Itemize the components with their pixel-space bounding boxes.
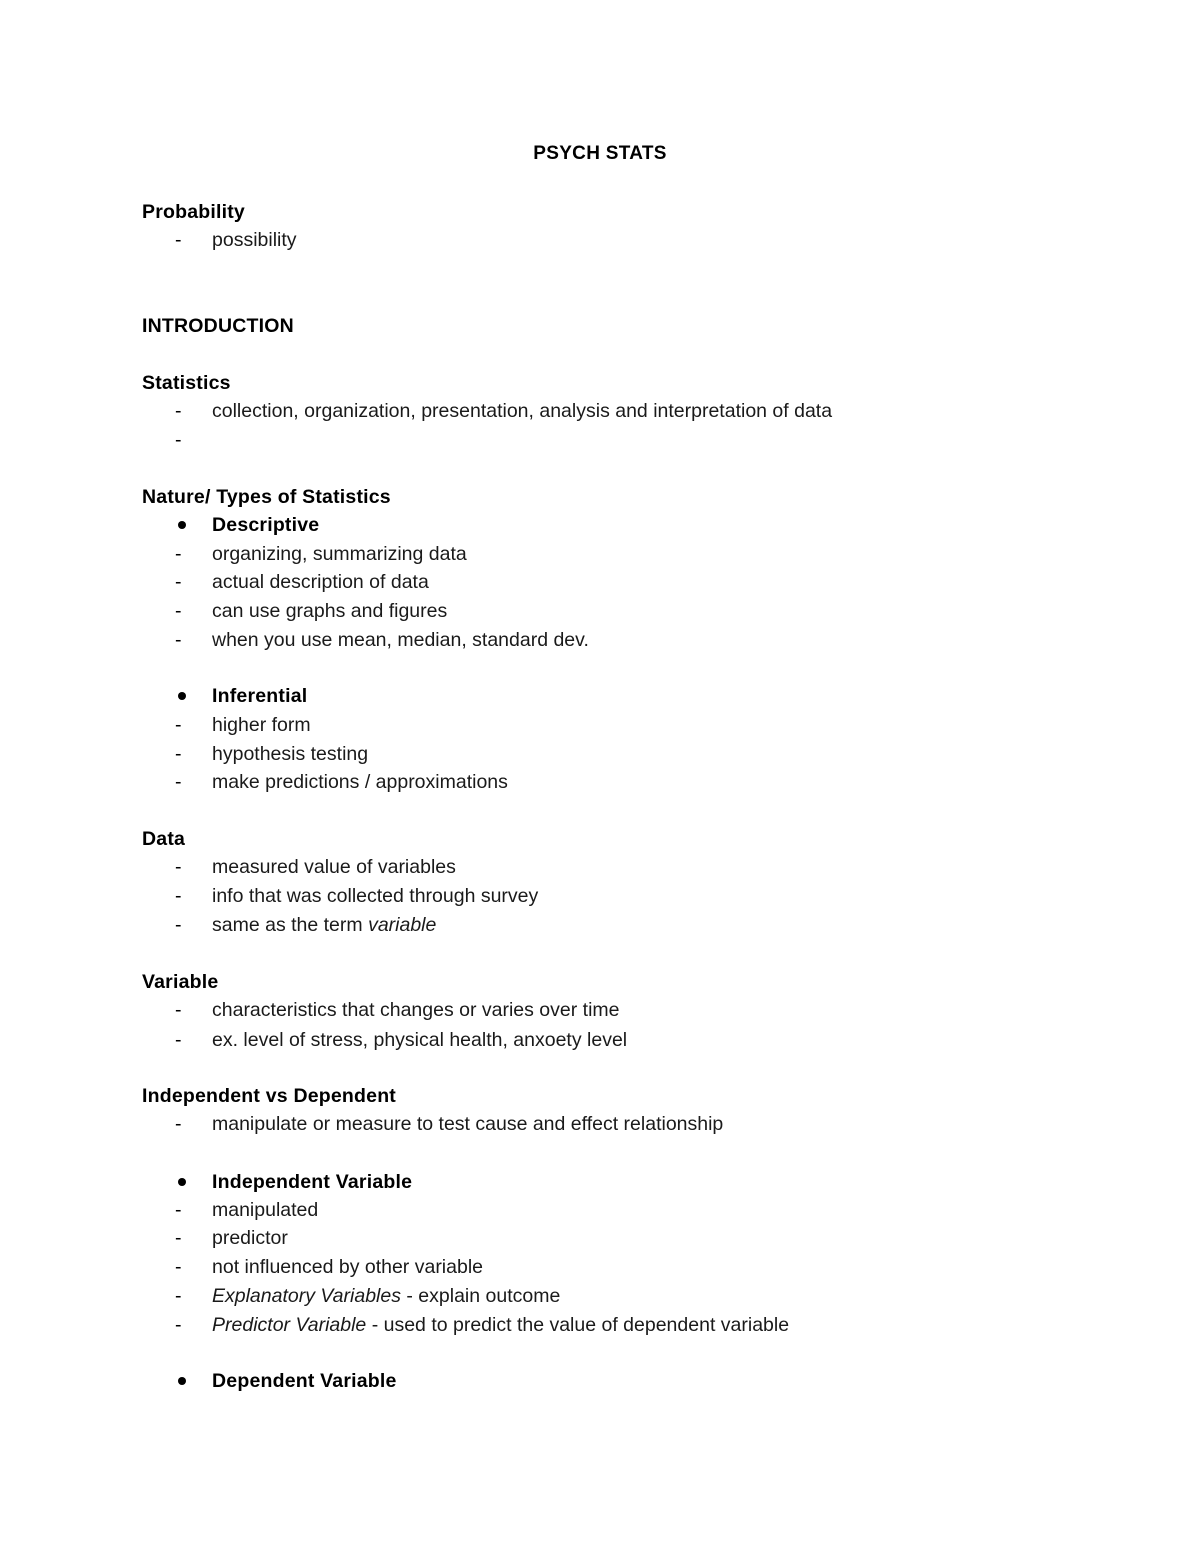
list-item [212,913,436,937]
list-item: hypothesis testing [212,743,369,765]
bullet-icon [178,692,186,700]
list-item: can use graphs and figures [212,600,448,622]
heading-statistics: Statistics [142,372,231,394]
bullet-icon [178,1377,186,1385]
list-item: organizing, summarizing data [212,543,467,565]
bullet-icon [178,521,186,529]
list-item: collection, organization, presentation, analysis and interpretation of data [212,400,833,422]
list-item: ex. level of stress, physical health, anxoety level [212,1029,628,1051]
dash-marker: - [175,714,182,736]
dash-marker: - [175,1113,182,1135]
dash-marker: - [175,1314,182,1336]
heading-independent-vs-dependent: Independent vs Dependent [142,1085,396,1107]
list-item: manipulated [212,1199,319,1221]
heading-variable: Variable [142,971,219,993]
heading-probability: Probability [142,201,245,223]
list-item: not influenced by other variable [212,1256,484,1278]
dash-marker: - [175,914,182,936]
dash-marker: - [175,856,182,878]
italic-term: variable [368,914,437,936]
list-item: when you use mean, median, standard dev. [212,629,589,651]
list-item: higher form [212,714,311,736]
dash-marker: - [175,1285,182,1307]
list-item: manipulate or measure to test cause and effect relationship [212,1113,724,1135]
list-item: make predictions / approximations [212,771,508,793]
subheading-dependent-variable: Dependent Variable [212,1370,397,1392]
list-item: info that was collected through survey [212,885,539,907]
dash-marker: - [175,571,182,593]
dash-marker: - [175,543,182,565]
italic-term: Explanatory Variables [212,1285,401,1307]
list-item: predictor [212,1227,288,1249]
dash-marker: - [175,999,182,1021]
page-title: PSYCH STATS [533,143,667,164]
dash-marker: - [175,429,182,451]
dash-marker: - [175,1029,182,1051]
list-item [212,1284,560,1308]
list-item: measured value of variables [212,856,456,878]
item-text: - explain outcome [400,1285,561,1307]
dash-marker: - [175,400,182,422]
item-text: same as the term [212,914,369,936]
list-item: possibility [212,229,297,251]
dash-marker: - [175,1256,182,1278]
list-item: actual description of data [212,571,429,593]
subheading-inferential: Inferential [212,685,308,707]
heading-data: Data [142,828,186,850]
list-item [212,1313,789,1337]
dash-marker: - [175,885,182,907]
italic-term: Predictor Variable [212,1314,367,1336]
heading-introduction: INTRODUCTION [142,315,294,337]
heading-nature-types: Nature/ Types of Statistics [142,486,391,508]
dash-marker: - [175,600,182,622]
bullet-icon [178,1178,186,1186]
dash-marker: - [175,629,182,651]
dash-marker: - [175,1227,182,1249]
subheading-descriptive: Descriptive [212,514,320,536]
dash-marker: - [175,771,182,793]
item-text: - used to predict the value of dependent variable [366,1314,790,1336]
dash-marker: - [175,743,182,765]
dash-marker: - [175,229,182,251]
subheading-independent-variable: Independent Variable [212,1171,413,1193]
dash-marker: - [175,1199,182,1221]
list-item: characteristics that changes or varies over time [212,999,620,1021]
